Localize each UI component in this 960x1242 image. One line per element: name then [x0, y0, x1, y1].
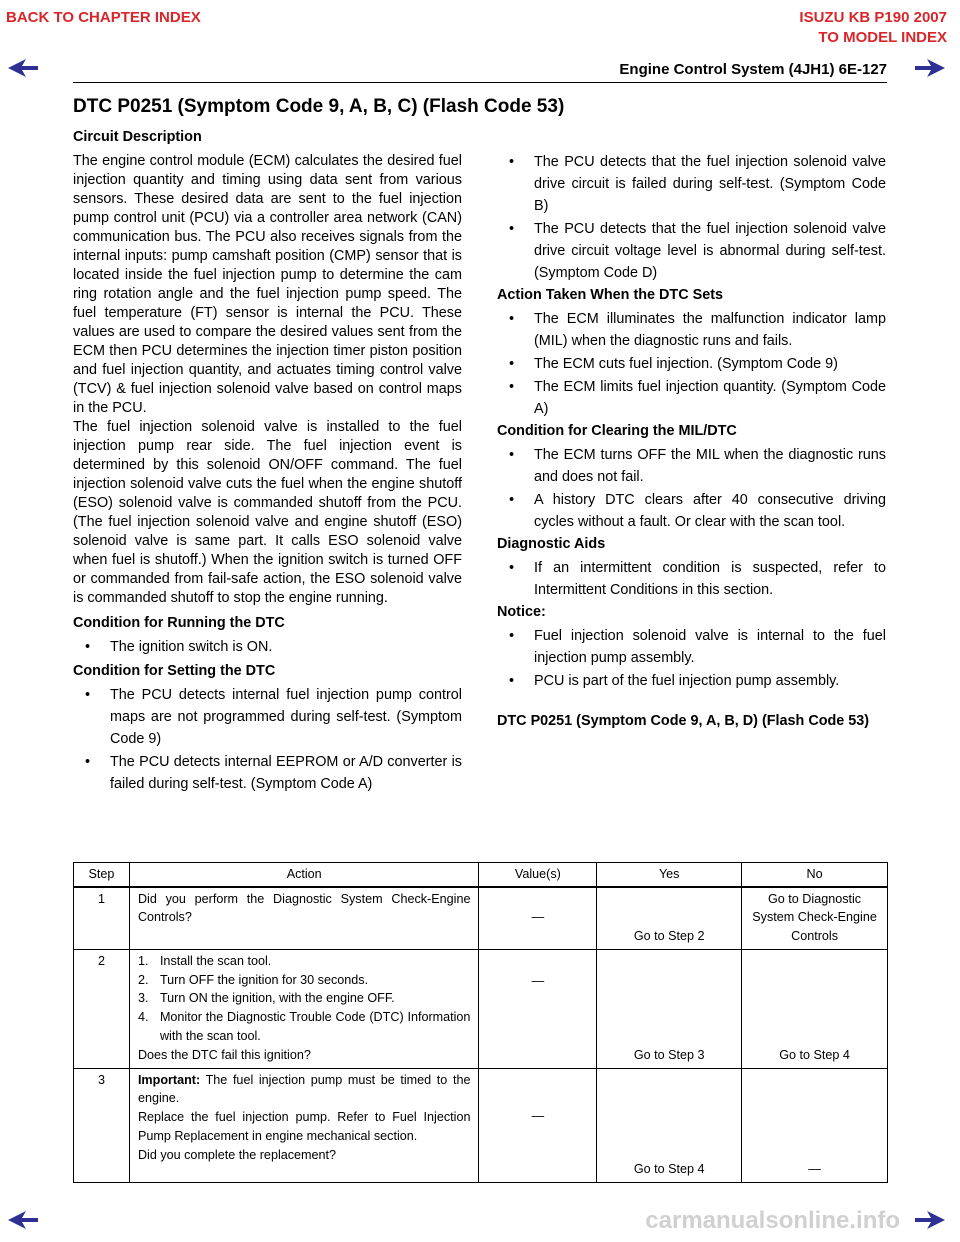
column-header-step: Step	[74, 863, 130, 887]
to-model-index-link[interactable]: TO MODEL INDEX	[818, 29, 947, 46]
next-dtc-heading: DTC P0251 (Symptom Code 9, A, B, D) (Flash Code 53)	[497, 713, 870, 729]
list-item: • The PCU detects internal EEPROM or A/D converter is failed during self-test. (Symptom Code A)	[73, 751, 462, 795]
diagnostic-aids-list	[497, 557, 886, 601]
next-page-arrow-icon[interactable]	[913, 58, 947, 78]
step-action	[129, 1068, 479, 1182]
list-item: • The PCU detects internal fuel injection pump control maps are not programmed during self-test. (Symptom Code 9)	[73, 684, 462, 750]
list-item: • A history DTC clears after 40 consecutive driving cycles without a fault. Or clear with the scan tool.	[497, 489, 886, 533]
list-item: • The ECM illuminates the malfunction indicator lamp (MIL) when the diagnostic runs and fails.	[497, 308, 886, 352]
header-divider	[73, 82, 887, 83]
step-no[interactable]: Go to Step 4	[742, 949, 888, 1068]
column-header-action: Action	[129, 863, 479, 887]
list-item: 1. Install the scan tool.	[137, 953, 272, 968]
table-row	[74, 887, 888, 950]
list-item: • The PCU detects that the fuel injection solenoid valve drive circuit voltage level is abnormal during self-test. (Symptom Code D)	[497, 218, 886, 284]
step-action	[129, 949, 479, 1068]
setting-condition-list	[73, 684, 462, 795]
clearing-condition-heading: Condition for Clearing the MIL/DTC	[497, 423, 737, 439]
setting-condition-list-continued	[497, 151, 886, 284]
circuit-description-heading: Circuit Description	[73, 129, 202, 145]
important-note: Important: The fuel injection pump must be timed to the engine.	[137, 1072, 471, 1106]
dash: —	[531, 973, 545, 988]
diagnostic-table	[73, 862, 888, 1183]
step-question: Does the DTC fail this ignition?	[137, 1047, 311, 1062]
next-page-arrow-icon[interactable]	[913, 1210, 947, 1230]
table-row	[74, 949, 888, 1068]
step-action: Did you perform the Diagnostic System Check-Engine Controls?	[129, 887, 479, 950]
running-header: Engine Control System (4JH1) 6E-127	[619, 61, 887, 78]
action-steps-list	[138, 952, 471, 1046]
list-item: • PCU is part of the fuel injection pump assembly.	[497, 670, 886, 692]
running-condition-heading: Condition for Running the DTC	[73, 615, 285, 631]
right-column	[497, 150, 886, 731]
column-header-no: No	[742, 863, 888, 887]
list-item: 4. Monitor the Diagnostic Trouble Code (DTC) Information with the scan tool.	[137, 1010, 471, 1044]
action-taken-list	[497, 308, 886, 420]
action-taken-heading: Action Taken When the DTC Sets	[497, 287, 724, 303]
list-item: • If an intermittent condition is suspected, refer to Intermittent Conditions in this section.	[497, 557, 886, 601]
list-item: 3. Turn ON the ignition, with the engine OFF.	[137, 991, 395, 1006]
step-no[interactable]: Go to Diagnostic System Check-Engine Controls	[742, 887, 888, 950]
step-question: Did you complete the replacement?	[137, 1147, 337, 1162]
table-row	[74, 1068, 888, 1182]
list-item: 2. Turn OFF the ignition for 30 seconds.	[137, 972, 369, 987]
step-value	[479, 887, 597, 950]
dash: —	[531, 1108, 545, 1123]
dash: —	[808, 1161, 821, 1176]
list-item: • The ECM cuts fuel injection. (Symptom Code 9)	[497, 353, 886, 375]
column-header-yes: Yes	[597, 863, 742, 887]
notice-heading: Notice:	[497, 604, 546, 620]
list-item: • The ECM turns OFF the MIL when the diagnostic runs and does not fail.	[497, 444, 886, 488]
setting-condition-heading: Condition for Setting the DTC	[73, 663, 276, 679]
left-column	[73, 126, 462, 795]
list-item: • The ECM limits fuel injection quantity. (Symptom Code A)	[497, 376, 886, 420]
previous-page-arrow-icon[interactable]	[6, 58, 40, 78]
column-header-values: Value(s)	[479, 863, 597, 887]
watermark: carmanualsonline.info	[645, 1207, 900, 1234]
step-yes[interactable]: Go to Step 4	[597, 1068, 742, 1182]
list-item: • The ignition switch is ON.	[73, 636, 462, 658]
table-header-row	[74, 863, 888, 887]
step-number: 1	[74, 887, 130, 950]
list-item: • The PCU detects that the fuel injection solenoid valve drive circuit is failed during self-test. (Symptom Code B)	[497, 151, 886, 217]
diagnostic-aids-heading: Diagnostic Aids	[497, 536, 606, 552]
step-instruction: Replace the fuel injection pump. Refer to Fuel Injection Pump Replacement in engine mechanical section.	[137, 1110, 471, 1144]
circuit-description-paragraph-2: The fuel injection solenoid valve is installed to the fuel injection pump rear side. The fuel injection event is determined by this solenoid ON/OFF command. The fuel injection solenoid valve cuts the fuel when the engine shutoff (ESO) solenoid valve is commanded shutoff from the PCU. (The fuel injection solenoid valve and engine shutoff (ESO) solenoid valve is same part. It calls ESO solenoid valve when fuel is shutoff.) When the ignition switch is turned OFF or commanded from fail-safe action, the ESO solenoid valve is commanded shutoff to stop the engine running.	[73, 419, 462, 606]
list-item: • Fuel injection solenoid valve is internal to the fuel injection pump assembly.	[497, 625, 886, 669]
previous-page-arrow-icon[interactable]	[6, 1210, 40, 1230]
notice-list	[497, 625, 886, 692]
step-number: 3	[74, 1068, 130, 1182]
step-no	[742, 1068, 888, 1182]
step-number: 2	[74, 949, 130, 1068]
page-title: DTC P0251 (Symptom Code 9, A, B, C) (Flash Code 53)	[73, 96, 565, 117]
running-condition-list	[73, 636, 462, 658]
circuit-description-paragraph-1: The engine control module (ECM) calculates the desired fuel injection quantity and timing using data sent from various sensors. These desired data are sent to the fuel injection pump control unit (PCU) via a controller area network (CAN) communication bus. The PCU also receives signals from the internal inputs: pump camshaft position (CMP) sensor that is located inside the fuel injection pump to determine the cam ring rotation angle and the fuel injection pump speed. The fuel temperature (FT) sensor is internal the PCU. These values are used to compare the desired values sent from the ECM then PCU determines the injection timer piston position and fuel injection quantity, and actuates timing control valve (TCV) & fuel injection solenoid valve based on control maps in the PCU.	[73, 153, 462, 416]
step-value	[479, 1068, 597, 1182]
back-to-chapter-index-link[interactable]: BACK TO CHAPTER INDEX	[6, 9, 201, 26]
step-yes[interactable]: Go to Step 3	[597, 949, 742, 1068]
model-title-link[interactable]: ISUZU KB P190 2007	[799, 9, 947, 26]
step-value	[479, 949, 597, 1068]
dash: —	[531, 910, 545, 925]
clearing-condition-list	[497, 444, 886, 533]
step-yes[interactable]: Go to Step 2	[597, 887, 742, 950]
